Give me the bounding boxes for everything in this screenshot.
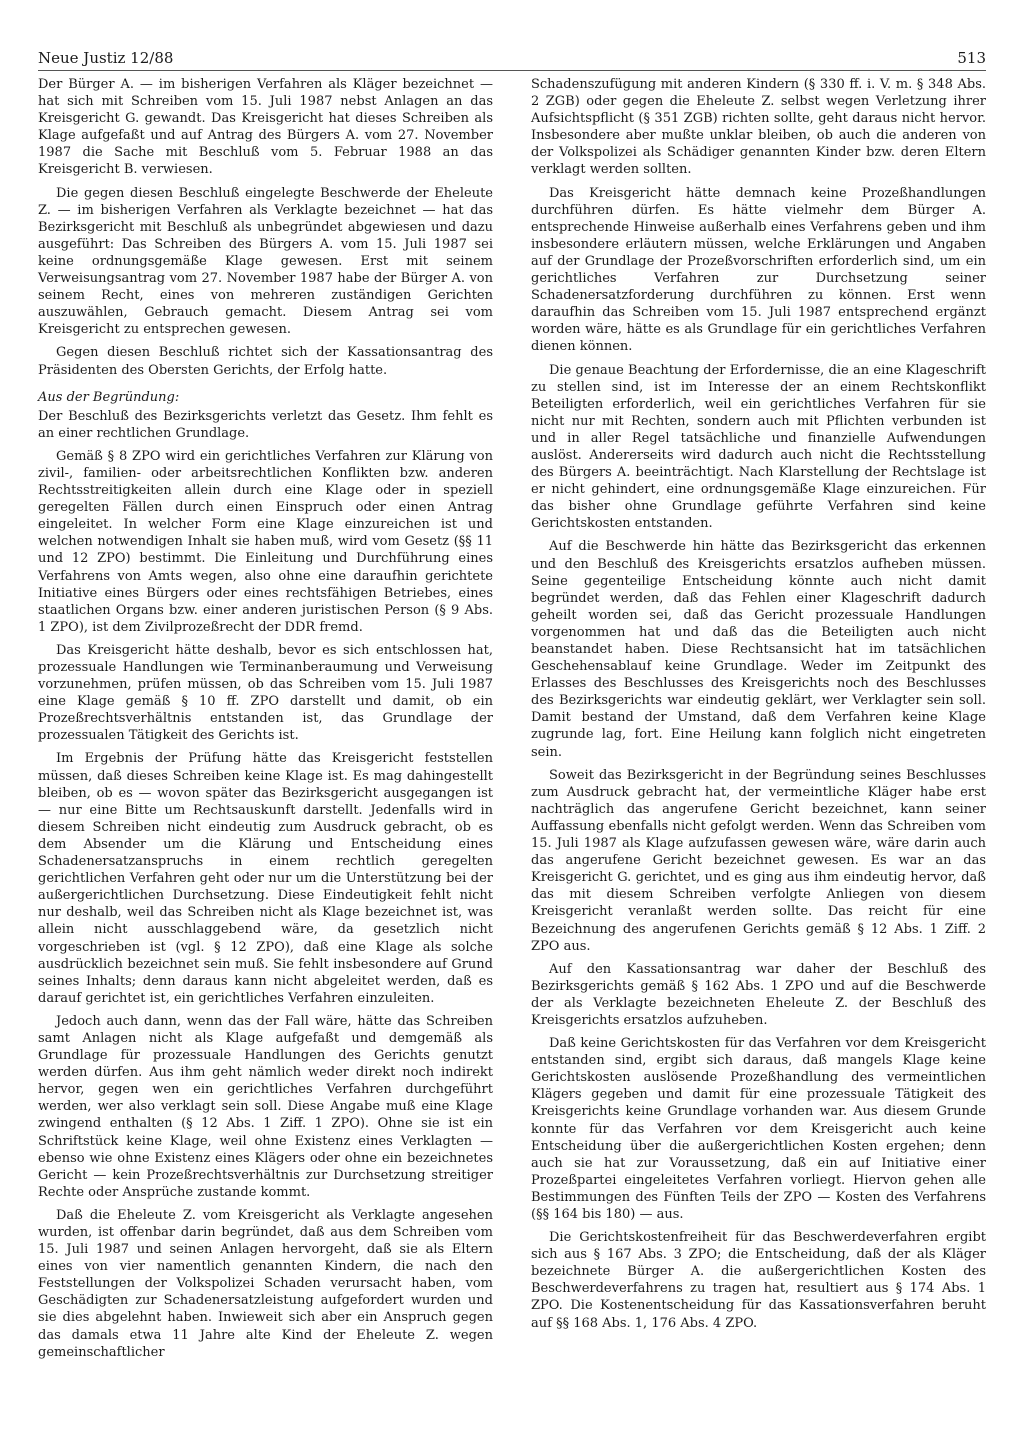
journal-issue: Neue Justiz 12/88 <box>38 49 174 67</box>
left-column <box>38 76 493 1396</box>
paragraph: Jedoch auch dann, wenn das der Fall wäre, hätte das Schreiben samt Anlagen nicht als Klage aufgefaßt und demgemäß als Grundlage für prozessuale Handlungen des Gerichts genutzt werden dürfen. Aus ihm geht nämlich weder direkt noch indirekt hervor, gegen wen ein gerichtliches Verfahren durchgeführt werden, wer also verklagt sein soll. Diese Angabe muß eine Klage zwingend enthalten (§ 12 Abs. 1 Ziff. 1 ZPO). Ohne sie ist ein Schriftstück keine Klage, weil ohne Existenz eines Verklagten — ebenso wie ohne Existenz eines Klägers oder ohne ein bezeichnetes Gericht — kein Prozeßrechtsverhältnis zur Durchsetzung streitiger Rechte oder Ansprüche zustande kommt. <box>38 1013 493 1200</box>
paragraph: Das Kreisgericht hätte demnach keine Prozeßhandlungen durchführen dürfen. Es hätte vielmehr dem Bürger A. entsprechende Hinweise außerhalb eines Verfahrens geben und ihm insbesondere erläutern müssen, welche Erklärungen und Angaben auf der Grundlage der Prozeßvorschriften erforderlich sind, um ein gerichtliches Verfahren zur Durchsetzung seiner Schadenersatzforderung durchführen zu können. Erst wenn daraufhin das Schreiben vom 15. Juli 1987 entsprechend ergänzt worden wäre, hätte es als Grundlage für ein gerichtliches Verfahren dienen können. <box>531 185 986 355</box>
page-header <box>38 48 986 72</box>
right-column <box>531 76 986 1396</box>
paragraph: Das Kreisgericht hätte deshalb, bevor es sich entschlossen hat, prozessuale Handlungen wie Terminanberaumung und Verweisung vorzunehmen, prüfen müssen, ob das Schreiben vom 15. Juli 1987 eine Klage gemäß § 10 ff. ZPO darstellt und damit, ob ein Prozeßrechtsverhältnis entstanden ist, das Grundlage der prozessualen Tätigkeit des Gerichts ist. <box>38 642 493 744</box>
section-heading: Aus der Begründung: <box>38 389 180 405</box>
paragraph: Der Beschluß des Bezirksgerichts verletzt das Gesetz. Ihm fehlt es an einer rechtlichen Grundlage. <box>38 408 493 441</box>
paragraph: Auf den Kassationsantrag war daher der Beschluß des Bezirksgerichts gemäß § 162 Abs. 1 ZPO und auf die Beschwerde der als Verklagte bezeichneten Eheleute Z. der Beschluß des Kreisgerichts ersatzlos aufzuheben. <box>531 961 986 1028</box>
paragraph: Der Bürger A. — im bisherigen Verfahren als Kläger bezeichnet — hat sich mit Schreiben vom 15. Juli 1987 nebst Anlagen an das Kreisgericht G. gewandt. Das Kreisgericht hat dieses Schreiben als Klage aufgefaßt und auf Antrag des Bürgers A. vom 27. November 1987 die Sache mit Beschluß vom 5. Februar 1988 an das Kreisgericht B. verwiesen. <box>38 77 493 178</box>
paragraph: Soweit das Bezirksgericht in der Begründung seines Beschlusses zum Ausdruck gebracht hat, der vermeintliche Kläger habe erst nachträglich das angerufene Gericht bezeichnet, kann seiner Auffassung ebenfalls nicht gefolgt werden. Wenn das Schreiben vom 15. Juli 1987 als Klage aufzufassen gewesen wäre, wäre darin auch das angerufene Gericht bezeichnet gewesen. Es war an das Kreisgericht G. gerichtet, und es ging aus ihm eindeutig hervor, daß das mit diesem Schreiben verfolgte Anliegen von diesem Kreisgericht veranlaßt werden sollte. Das reicht für eine Bezeichnung des angerufenen Gerichts gemäß § 12 Abs. 1 Ziff. 2 ZPO aus. <box>531 767 986 954</box>
paragraph: Im Ergebnis der Prüfung hätte das Kreisgericht feststellen müssen, daß dieses Schreiben keine Klage ist. Es mag dahingestellt bleiben, ob es — wovon später das Bezirksgericht ausgegangen ist — nur eine Bitte um Rechtsauskunft darstellt. Jedenfalls wird in diesem Schreiben nicht eindeutig zum Ausdruck gebracht, ob es dem Absender um die Klärung und Entscheidung eines Schadenersatzanspruchs in einem rechtlich geregelten gerichtlichen Verfahren geht oder nur um die Unterstützung bei der außergerichtlichen Durchsetzung. Diese Eindeutigkeit fehlt nicht nur deshalb, weil das Schreiben nicht als Klage bezeichnet ist, was allein nicht ausschlaggebend wäre, da gesetzlich nicht vorgeschrieben ist (vgl. § 12 ZPO), daß eine Klage als solche ausdrücklich bezeichnet sein muß. Sie fehlt insbesondere auf Grund seines Inhalts; denn daraus kann nicht abgeleitet werden, daß es darauf gerichtet ist, ein gerichtliches Verfahren einzuleiten. <box>38 751 493 1006</box>
paragraph: Gegen diesen Beschluß richtet sich der Kassationsantrag des Präsidenten des Obersten Gerichts, der Erfolg hatte. <box>38 345 493 378</box>
article-body <box>38 76 986 1396</box>
page-number: 513 <box>957 49 986 67</box>
paragraph: Die genaue Beachtung der Erfordernisse, die an eine Klageschrift zu stellen sind, ist im Interesse der an einem Rechtskonflikt Beteiligten erforderlich, weil ein gerichtliches Verfahren für sie nicht nur mit Rechten, sondern auch mit Pflichten verbunden ist und in aller Regel tatsächliche und finanzielle Aufwendungen auslöst. Andererseits wird dadurch auch nicht die Rechtsstellung des Bürgers A. beeinträchtigt. Nach Klarstellung der Rechtslage ist er nicht gehindert, eine ordnungsgemäße Klage einzureichen. Für das bisher ohne Grundlage geführte Verfahren sind keine Gerichtskosten entstanden. <box>531 362 986 532</box>
paragraph: Die Gerichtskostenfreiheit für das Beschwerdeverfahren ergibt sich aus § 167 Abs. 3 ZPO; die Entscheidung, daß der als Kläger bezeichnete Bürger A. die außergerichtlichen Kosten des Beschwerdeverfahrens zu tragen hat, resultiert aus § 174 Abs. 1 ZPO. Die Kostenentscheidung für das Kassationsverfahren beruht auf §§ 168 Abs. 1, 176 Abs. 4 ZPO. <box>531 1230 986 1331</box>
paragraph: Die gegen diesen Beschluß eingelegte Beschwerde der Eheleute Z. — im bisherigen Verfahren als Verklagte bezeichnet — hat das Bezirksgericht mit Beschluß als unbegründet abgewiesen und dazu ausgeführt: Das Schreiben des Bürgers A. vom 15. Juli 1987 sei keine ordnungsgemäße Klage gewesen. Erst mit seinem Verweisungsantrag vom 27. November 1987 habe der Bürger A. von seinem Recht, eines von mehreren zuständigen Gerichten auszuwählen, Gebrauch gemacht. Diesem Antrag sei vom Kreisgericht zu entsprechen gewesen. <box>38 185 493 338</box>
paragraph: Daß die Eheleute Z. vom Kreisgericht als Verklagte angesehen wurden, ist offenbar darin begründet, daß aus dem Schreiben vom 15. Juli 1987 und seinen Anlagen hervorgeht, daß sie als Eltern eines von vier namentlich genannten Kindern, die nach den Feststellungen der Volkspolizei Schaden verursacht haben, vom Geschädigten zur Schadenersatzleistung aufgefordert wurden und sie dies abgelehnt haben. Inwieweit sich aber ein Anspruch gegen das damals etwa 11 Jahre alte Kind der Eheleute Z. wegen gemeinschaftlicher <box>38 1207 493 1360</box>
paragraph: Auf die Beschwerde hin hätte das Bezirksgericht das erkennen und den Beschluß des Kreisgerichts ersatzlos aufheben müssen. Seine gegenteilige Entscheidung könnte auch nicht damit begründet werden, daß das Fehlen einer Klageschrift dadurch geheilt worden sei, daß das Gericht prozessuale Handlungen vorgenommen hat und daß das die Beteiligten auch nicht beanstandet haben. Diese Rechtsansicht hat im tatsächlichen Geschehensablauf keine Grundlage. Weder im Zeitpunkt des Erlasses des Beschlusses des Kreisgerichts noch des Beschlusses des Bezirksgerichts war eindeutig geklärt, wer Verklagter sein soll. Damit bestand der Umstand, daß dem Verfahren keine Klage zugrunde lag, fort. Eine Heilung kann folglich nicht eingetreten sein. <box>531 539 986 760</box>
paragraph: Gemäß § 8 ZPO wird ein gerichtliches Verfahren zur Klärung von zivil-, familien- oder arbeitsrechtlichen Konflikten bzw. anderen Rechtsstreitigkeiten allein durch eine Klage oder in speziell geregelten Fällen durch einen Einspruch oder einen Antrag eingeleitet. In welcher Form eine Klage einzureichen ist und welchen notwendigen Inhalt sie haben muß, wird vom Gesetz (§§ 11 und 12 ZPO) bestimmt. Die Einleitung und Durchführung eines Verfahrens von Amts wegen, also ohne eine daraufhin gerichtete Initiative eines Bürgers oder eines rechtsfähigen Betriebes, eines staatlichen Organs bzw. einer anderen juristischen Person (§ 9 Abs. 1 ZPO), ist dem Zivilprozeßrecht der DDR fremd. <box>38 448 493 635</box>
header-rule <box>38 70 986 71</box>
paragraph: Daß keine Gerichtskosten für das Verfahren vor dem Kreisgericht entstanden sind, ergibt sich daraus, daß mangels Klage keine Gerichtskosten auslösende Prozeßhandlung des vermeintlichen Klägers gegeben und damit für eine prozessuale Tätigkeit des Kreisgerichts keine Grundlage vorhanden war. Aus diesem Grunde konnte für das Verfahren vor dem Kreisgericht auch keine Entscheidung über die außergerichtlichen Kosten ergehen; denn auch sie hat zur Voraussetzung, daß ein auf Initiative einer Prozeßpartei eingeleitetes Verfahren vorliegt. Hiervon gehen alle Bestimmungen des Fünften Teils der ZPO — Kosten des Verfahrens (§§ 164 bis 180) — aus. <box>531 1036 986 1222</box>
paragraph-continuation: Schadenszufügung mit anderen Kindern (§ 330 ff. i. V. m. § 348 Abs. 2 ZGB) oder gegen die Eheleute Z. selbst wegen Verletzung ihrer Aufsichtspflicht (§ 351 ZGB) richten sollte, geht daraus nicht hervor. Insbesondere aber mußte unklar bleiben, ob auch die anderen von der Volkspolizei als Schädiger genannten Kinder bzw. deren Eltern verklagt werden sollten. <box>531 77 986 178</box>
